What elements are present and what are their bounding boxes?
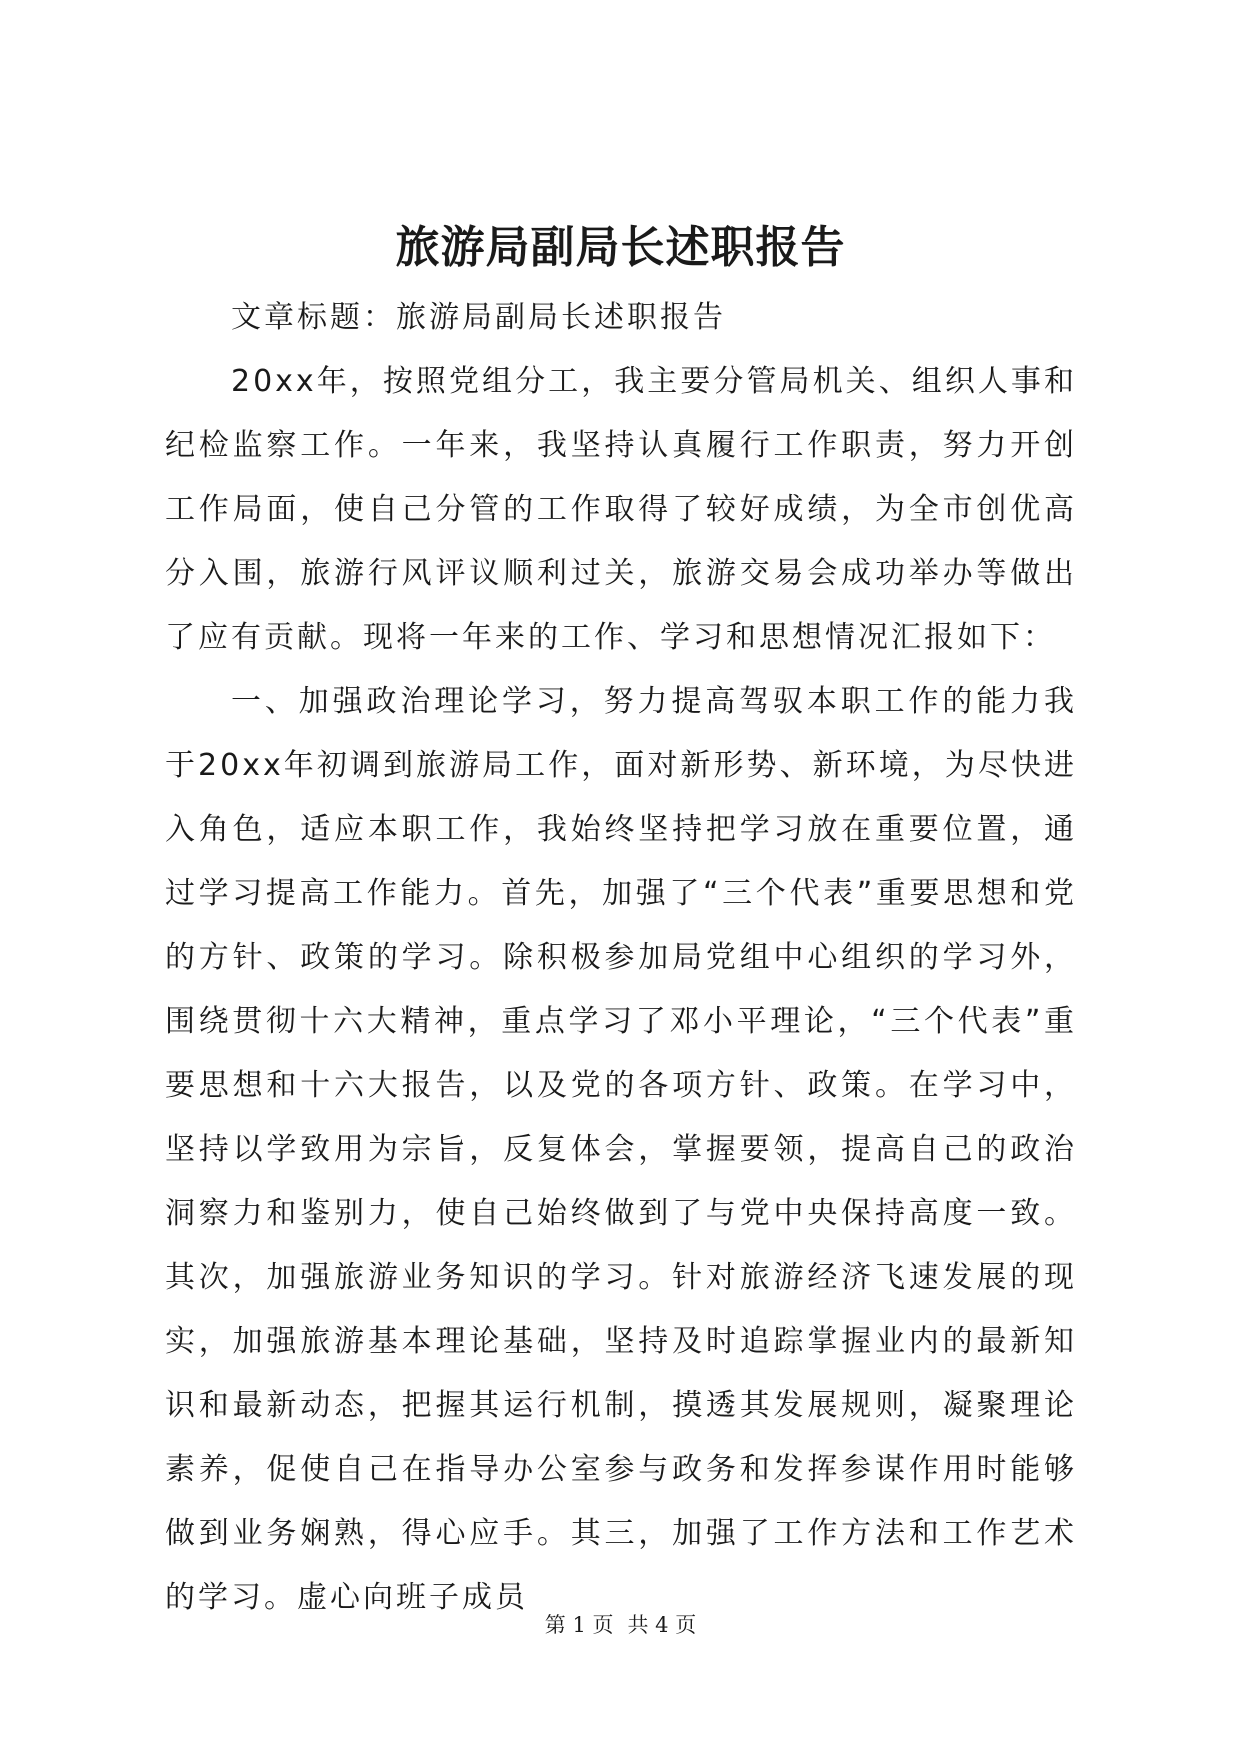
paragraph-intro: 20xx年，按照党组分工，我主要分管局机关、组织人事和纪检监察工作。一年来，我坚持认真履行工作职责，努力开创工作局面，使自己分管的工作取得了较好成绩，为全市创优高分入围，旅游行风评议顺利过关，旅游交易会成功举办等做出了应有贡献。现将一年来的工作、学习和思想情况汇报如下：: [165, 364, 1077, 655]
document-body: [165, 286, 1077, 1630]
paragraph-section-one: 一、加强政治理论学习，努力提高驾驭本职工作的能力我于20xx年初调到旅游局工作，面对新形势、新环境，为尽快进入角色，适应本职工作，我始终坚持把学习放在重要位置，通过学习提高工作能力。首先，加强了“三个代表”重要思想和党的方针、政策的学习。除积极参加局党组中心组织的学习外，围绕贯彻十六大精神，重点学习了邓小平理论，“三个代表”重要思想和十六大报告，以及党的各项方针、政策。在学习中，坚持以学致用为宗旨，反复体会，掌握要领，提高自己的政治洞察力和鉴别力，使自己始终做到了与党中央保持高度一致。其次，加强旅游业务知识的学习。针对旅游经济飞速发展的现实，加强旅游基本理论基础，坚持及时追踪掌握业内的最新知识和最新动态，把握其运行机制，摸透其发展规则，凝聚理论素养，促使自己在指导办公室参与政务和发挥参谋作用时能够做到业务娴熟，得心应手。其三，加强了工作方法和工作艺术的学习。虚心向班子成员: [165, 684, 1077, 1615]
page-number: 第 1 页: [544, 1613, 614, 1637]
page-footer: [0, 1610, 1241, 1640]
document-title: 旅游局副局长述职报告: [395, 222, 846, 273]
page-total: 共 4 页: [627, 1613, 697, 1637]
paragraph-article-title: 文章标题：旅游局副局长述职报告: [231, 300, 726, 335]
